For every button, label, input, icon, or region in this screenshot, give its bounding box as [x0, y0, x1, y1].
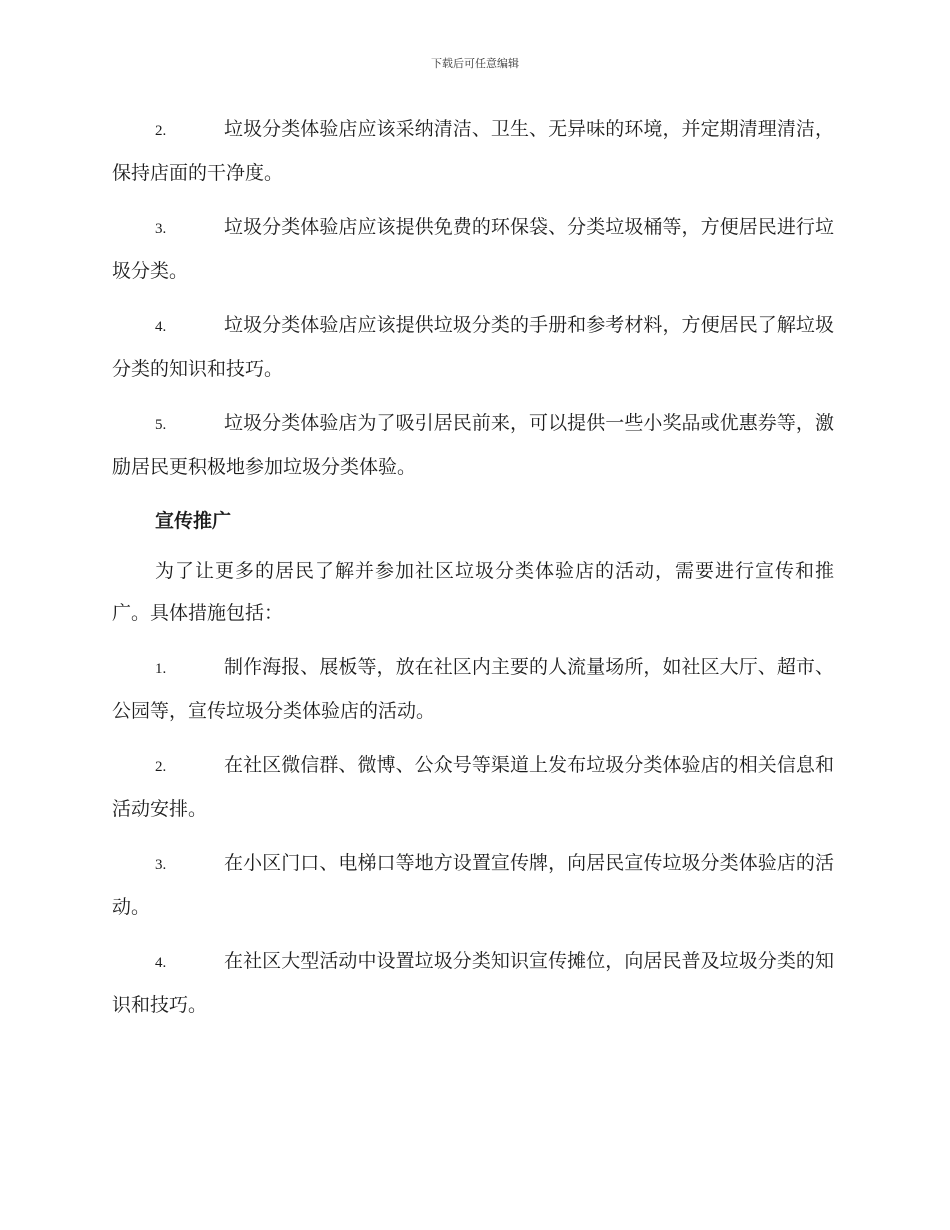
list-item	[112, 744, 834, 830]
list-text: 垃圾分类体验店应该采纳清洁、卫生、无异味的环境，并定期清理清洁，保持店面的干净度。	[112, 118, 834, 184]
list-number: 2.	[155, 759, 167, 775]
list-item	[112, 842, 834, 928]
list-number: 3.	[155, 857, 167, 873]
document-body	[112, 108, 834, 1038]
intro-paragraph: 为了让更多的居民了解并参加社区垃圾分类体验店的活动，需要进行宣传和推广。具体措施包括：	[112, 560, 834, 624]
list-item	[112, 940, 834, 1026]
list-item	[112, 402, 834, 488]
list-number: 3.	[155, 221, 167, 237]
list-text: 在小区门口、电梯口等地方设置宣传牌，向居民宣传垃圾分类体验店的活动。	[112, 852, 834, 918]
list-text: 垃圾分类体验店为了吸引居民前来，可以提供一些小奖品或优惠券等，激励居民更积极地参加垃圾分类体验。	[112, 412, 834, 478]
header-note: 下载后可任意编辑	[431, 57, 519, 70]
list-item	[112, 206, 834, 292]
list-item	[112, 646, 834, 732]
list-text: 在社区大型活动中设置垃圾分类知识宣传摊位，向居民普及垃圾分类的知识和技巧。	[112, 950, 834, 1016]
list-item	[112, 304, 834, 390]
list-number: 1.	[155, 661, 167, 677]
list-text: 垃圾分类体验店应该提供垃圾分类的手册和参考材料，方便居民了解垃圾分类的知识和技巧。	[112, 314, 834, 380]
list-text: 在社区微信群、微博、公众号等渠道上发布垃圾分类体验店的相关信息和活动安排。	[112, 754, 834, 820]
section-heading: 宣传推广	[155, 510, 232, 532]
list-number: 4.	[155, 955, 167, 971]
list-number: 5.	[155, 417, 167, 433]
list-text: 垃圾分类体验店应该提供免费的环保袋、分类垃圾桶等，方便居民进行垃圾分类。	[112, 216, 834, 282]
list-number: 2.	[155, 123, 167, 139]
list-item	[112, 108, 834, 194]
list-number: 4.	[155, 319, 167, 335]
list-text: 制作海报、展板等，放在社区内主要的人流量场所，如社区大厅、超市、公园等，宣传垃圾分类体验店的活动。	[112, 656, 834, 722]
